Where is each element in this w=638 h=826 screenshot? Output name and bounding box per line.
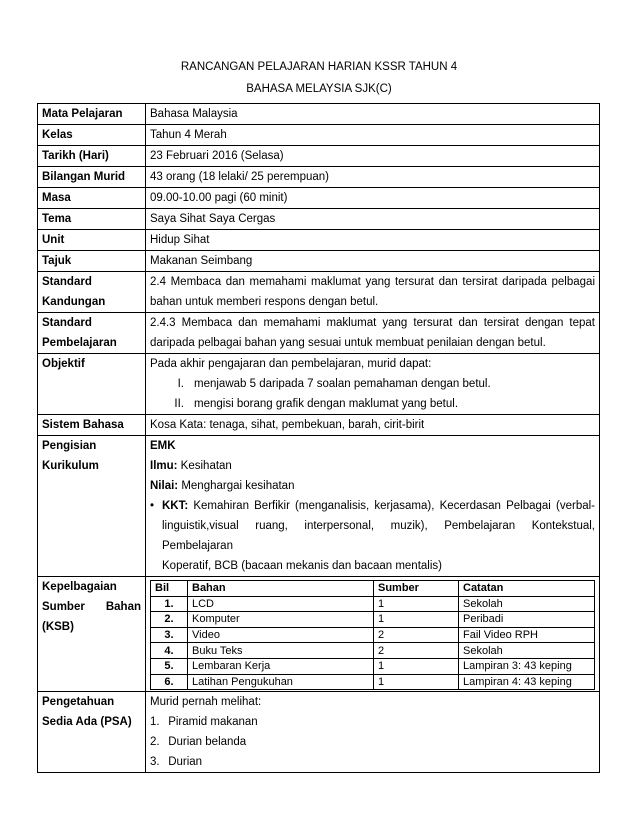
- label-standard-kandungan-line2: Kandungan: [42, 296, 106, 308]
- value-kelas: Tahun 4 Merah: [146, 125, 600, 146]
- value-tajuk: Makanan Seimbang: [146, 251, 600, 272]
- ksb-table: [150, 580, 595, 690]
- label-pengisian-line1: Pengisian: [42, 440, 97, 452]
- label-standard-kandungan: [38, 272, 146, 313]
- psa-intro: Murid pernah melihat:: [150, 696, 262, 708]
- label-standard-pembelajaran: [38, 313, 146, 354]
- list-text: Piramid makanan: [168, 716, 258, 728]
- ksb-catatan: Lampiran 3: 43 keping: [459, 658, 595, 674]
- objektif-intro: Pada akhir pengajaran dan pembelajaran, murid dapat:: [150, 358, 432, 370]
- list-text: Durian belanda: [168, 736, 247, 748]
- label-masa: Masa: [38, 188, 146, 209]
- emk-heading: EMK: [150, 440, 176, 452]
- ksb-sumber: 1: [374, 658, 459, 674]
- row-ksb: [38, 577, 600, 692]
- label-standard-kandungan-line1: Standard: [42, 276, 92, 288]
- kkt-line1-text: Kemahiran Berfikir (menganalisis, kerjasama), Kecerdasan Pelbagai (verbal-: [188, 500, 595, 512]
- ksb-header-catatan: Catatan: [459, 581, 595, 597]
- bullet-icon: •: [150, 500, 155, 512]
- table-row: [151, 658, 595, 674]
- ksb-header-sumber: Sumber: [374, 581, 459, 597]
- ksb-header-bahan: Bahan: [188, 581, 374, 597]
- nilai-label: Nilai:: [150, 480, 179, 492]
- label-tajuk: Tajuk: [38, 251, 146, 272]
- value-masa: 09.00-10.00 pagi (60 minit): [146, 188, 600, 209]
- document-subtitle: BAHASA MELAYSIA SJK(C): [246, 83, 392, 95]
- label-unit: Unit: [38, 230, 146, 251]
- label-psa-line1: Pengetahuan: [42, 696, 115, 708]
- list-text: Durian: [168, 756, 203, 768]
- ksb-catatan: Peribadi: [459, 612, 595, 628]
- list-number: 1.: [150, 716, 160, 728]
- ksb-bahan: Buku Teks: [188, 643, 374, 659]
- ksb-bil: 6.: [151, 674, 188, 690]
- document-title: RANCANGAN PELAJARAN HARIAN KSSR TAHUN 4: [180, 61, 458, 73]
- ksb-catatan: Sekolah: [459, 643, 595, 659]
- value-sistem-bahasa: Kosa Kata: tenaga, sihat, pembekuan, barah, cirit-birit: [146, 415, 600, 436]
- ksb-bil: 5.: [151, 658, 188, 674]
- ilmu-line: [150, 456, 595, 476]
- label-standard-pembelajaran-line2: Pembelajaran: [42, 337, 117, 349]
- label-pengisian-line2: Kurikulum: [42, 460, 99, 472]
- ksb-catatan: Lampiran 4: 43 keping: [459, 674, 595, 690]
- value-psa: [146, 692, 600, 773]
- kkt-line2: linguistik,visual ruang, interpersonal, muzik), Pembelajaran Kontekstual, Pembelajaran: [162, 520, 595, 552]
- row-objektif: [38, 354, 600, 415]
- lesson-plan-table: [37, 103, 600, 773]
- label-psa: [38, 692, 146, 773]
- table-row: [151, 674, 595, 690]
- label-bilangan-murid: Bilangan Murid: [38, 167, 146, 188]
- list-number: 3.: [150, 756, 160, 768]
- ksb-sumber: 1: [374, 596, 459, 612]
- value-standard-pembelajaran: [146, 313, 600, 354]
- label-psa-line2: Sedia Ada (PSA): [42, 716, 132, 728]
- list-number: II.: [174, 398, 184, 410]
- ksb-bahan: Lembaran Kerja: [188, 658, 374, 674]
- label-ksb-line2: [42, 597, 141, 617]
- row-tarikh: [38, 146, 600, 167]
- row-kelas: [38, 125, 600, 146]
- table-row: [151, 596, 595, 612]
- table-row: [151, 612, 595, 628]
- label-mata-pelajaran: Mata Pelajaran: [38, 104, 146, 125]
- label-pengisian-kurikulum: [38, 436, 146, 577]
- kkt-block: [150, 496, 595, 576]
- row-pengisian-kurikulum: [38, 436, 600, 577]
- table-row: [151, 627, 595, 643]
- ksb-bil: 3.: [151, 627, 188, 643]
- nilai-value: Menghargai kesihatan: [178, 480, 295, 492]
- ksb-catatan: Sekolah: [459, 596, 595, 612]
- row-standard-kandungan: [38, 272, 600, 313]
- standard-kandungan-line1: 2.4 Membaca dan memahami maklumat yang tersurat dan tersirat daripada pelbagai: [150, 276, 595, 288]
- value-ksb: [146, 577, 600, 692]
- ksb-header-bil: Bil: [151, 581, 188, 597]
- value-objektif: [146, 354, 600, 415]
- kkt-line1: [162, 496, 595, 516]
- list-number: 2.: [150, 736, 160, 748]
- ksb-bahan: Video: [188, 627, 374, 643]
- list-text: menjawab 5 daripada 7 soalan pemahaman dengan betul.: [194, 378, 491, 390]
- label-objektif: Objektif: [38, 354, 146, 415]
- label-ksb-bahan: Bahan: [105, 601, 141, 613]
- row-standard-pembelajaran: [38, 313, 600, 354]
- ksb-catatan: Fail Video RPH: [459, 627, 595, 643]
- ksb-bahan: LCD: [188, 596, 374, 612]
- label-ksb-line3: (KSB): [42, 621, 74, 633]
- nilai-line: [150, 476, 595, 496]
- value-unit: Hidup Sihat: [146, 230, 600, 251]
- row-unit: [38, 230, 600, 251]
- label-ksb-line1: Kepelbagaian: [42, 581, 117, 593]
- value-tarikh: 23 Februari 2016 (Selasa): [146, 146, 600, 167]
- row-sistem-bahasa: [38, 415, 600, 436]
- ksb-sumber: 1: [374, 612, 459, 628]
- value-tema: Saya Sihat Saya Cergas: [146, 209, 600, 230]
- ksb-bil: 2.: [151, 612, 188, 628]
- ksb-sumber: 2: [374, 643, 459, 659]
- row-psa: [38, 692, 600, 773]
- ilmu-value: Kesihatan: [177, 460, 232, 472]
- list-item: [150, 732, 595, 752]
- list-item: [150, 712, 595, 732]
- value-bilangan-murid: 43 orang (18 lelaki/ 25 perempuan): [146, 167, 600, 188]
- list-item: [150, 394, 595, 414]
- row-tema: [38, 209, 600, 230]
- row-mata-pelajaran: [38, 104, 600, 125]
- standard-pembelajaran-line1: 2.4.3 Membaca dan memahami maklumat yang tersurat dan tersirat dengan tepat: [150, 317, 595, 329]
- table-row: [151, 643, 595, 659]
- ksb-sumber: 2: [374, 627, 459, 643]
- ksb-bil: 4.: [151, 643, 188, 659]
- list-text: mengisi borang grafik dengan maklumat yang betul.: [194, 398, 459, 410]
- psa-list: [150, 712, 595, 772]
- ksb-sumber: 1: [374, 674, 459, 690]
- objektif-list: [150, 374, 595, 414]
- standard-pembelajaran-line2: daripada pelbagai bahan yang sesuai untuk membuat penilaian dengan betul.: [150, 337, 546, 349]
- label-tarikh: Tarikh (Hari): [38, 146, 146, 167]
- row-masa: [38, 188, 600, 209]
- ilmu-label: Ilmu:: [150, 460, 178, 472]
- label-ksb: [38, 577, 146, 692]
- ksb-bahan: Latihan Pengukuhan: [188, 674, 374, 690]
- ksb-bahan: Komputer: [188, 612, 374, 628]
- label-sistem-bahasa: Sistem Bahasa: [38, 415, 146, 436]
- label-kelas: Kelas: [38, 125, 146, 146]
- row-tajuk: [38, 251, 600, 272]
- ksb-bil: 1.: [151, 596, 188, 612]
- label-standard-pembelajaran-line1: Standard: [42, 317, 92, 329]
- list-item: [150, 374, 595, 394]
- row-bilangan-murid: [38, 167, 600, 188]
- label-ksb-sumber: Sumber: [42, 601, 85, 613]
- kkt-line3: Koperatif, BCB (bacaan mekanis dan bacaan mentalis): [162, 560, 442, 572]
- value-standard-kandungan: [146, 272, 600, 313]
- ksb-header-row: [151, 581, 595, 597]
- value-mata-pelajaran: Bahasa Malaysia: [146, 104, 600, 125]
- standard-kandungan-line2: bahan untuk memberi respons dengan betul.: [150, 296, 379, 308]
- value-pengisian-kurikulum: [146, 436, 600, 577]
- label-tema: Tema: [38, 209, 146, 230]
- kkt-label: KKT:: [162, 500, 189, 512]
- list-item: [150, 752, 595, 772]
- list-number: I.: [177, 378, 184, 390]
